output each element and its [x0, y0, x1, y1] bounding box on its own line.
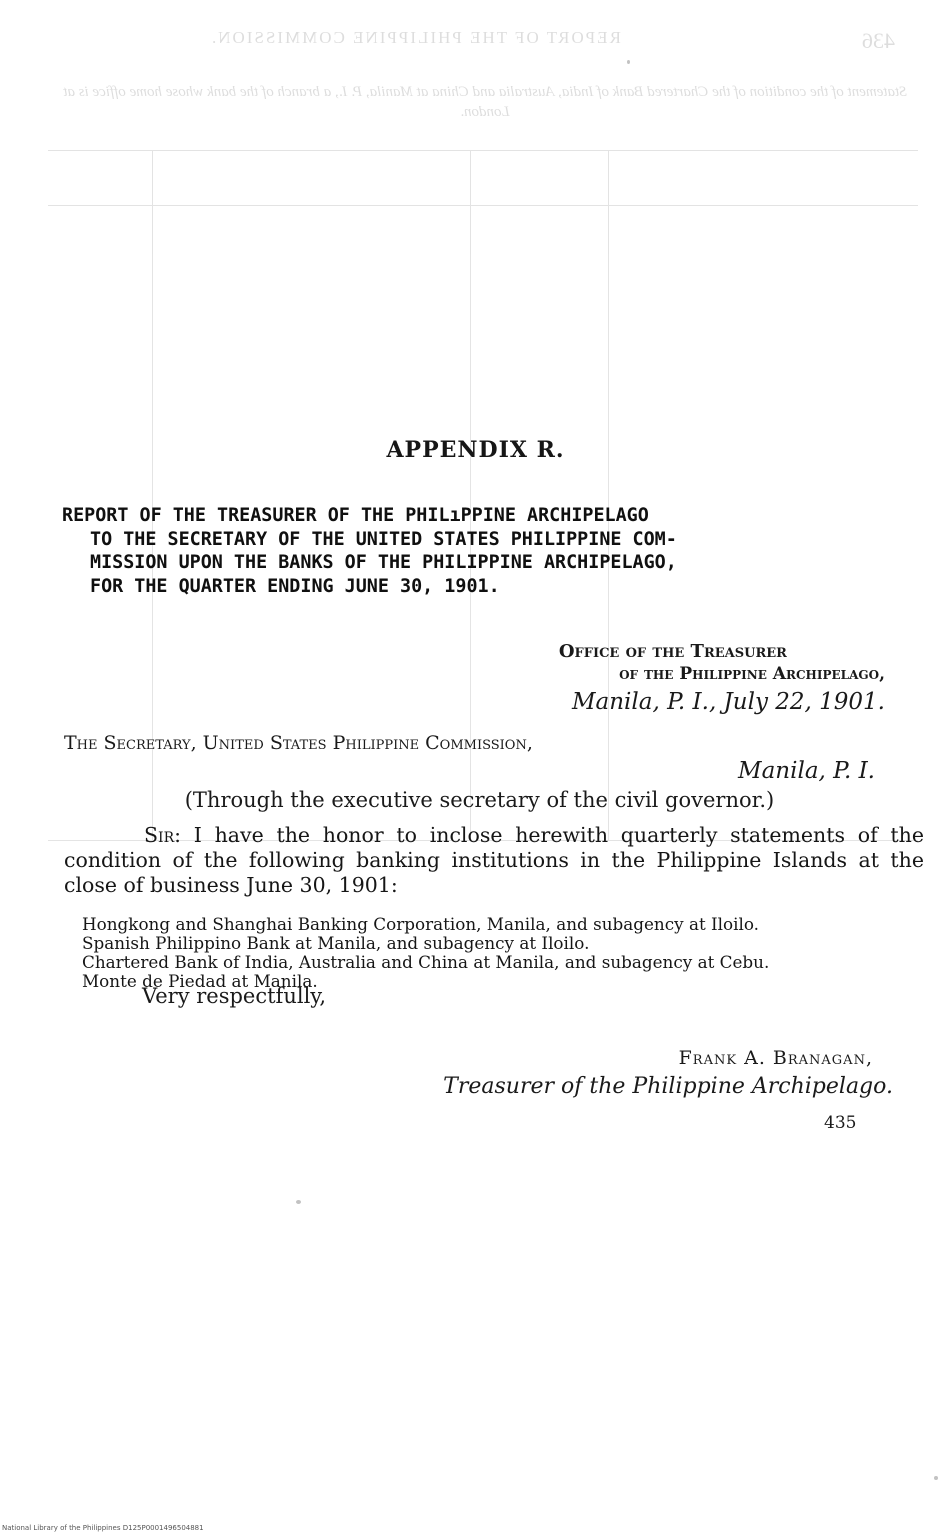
through-line: (Through the executive secretary of the civil governor.): [184, 788, 775, 812]
signature-title: Treasurer of the Philippine Archipelago.: [443, 1074, 893, 1099]
body-text: I have the honor to inclose herewith quarterly statements of the condition of the following banking institutions in the Philippine Islands at the close of business June 30, 1901:: [64, 823, 924, 897]
appendix-title: APPENDIX R.: [386, 437, 565, 463]
report-title-line: MISSION UPON THE BANKS OF THE PHILIPPINE ARCHIPELAGO,: [90, 552, 677, 573]
report-title: [62, 504, 928, 598]
report-title-line: FOR THE QUARTER ENDING JUNE 30, 1901.: [90, 575, 500, 597]
addressee-location: Manila, P. I.: [738, 758, 875, 784]
report-title-line: TO THE SECRETARY OF THE UNITED STATES PHILIPPINE COM-: [90, 528, 677, 550]
office-line-1: Office of the Treasurer: [558, 641, 787, 662]
footer-identifier: National Library of the Philippines D125P0001496504881: [2, 1524, 204, 1532]
office-line-2: of the Philippine Archipelago,: [619, 664, 885, 684]
salutation: Sir:: [144, 823, 182, 847]
ghost-page-number: 436: [862, 28, 895, 53]
signature-name: Frank A. Branagan,: [678, 1047, 873, 1069]
office-heading: [559, 641, 885, 685]
body-paragraph: [64, 823, 924, 898]
page-number: 435: [824, 1113, 857, 1133]
ghost-header: REPORT OF THE PHILIPPINE COMMISSION.: [210, 28, 621, 47]
scan-speck: [934, 1476, 938, 1480]
scan-speck: [627, 60, 630, 64]
ghost-subtitle: Statement of the condition of the Chartered Bank of India, Australia and China at Manila, P. I., a branch of the bank whose home office is at London.: [63, 84, 907, 120]
dateline: Manila, P. I., July 22, 1901.: [571, 689, 885, 715]
scan-speck: [296, 1200, 301, 1204]
list-item: Monte de Piedad at Manila.: [82, 971, 318, 991]
list-item: Hongkong and Shanghai Banking Corporation, Manila, and subagency at Iloilo.: [82, 914, 760, 934]
addressee: The Secretary, United States Philippine Commission,: [64, 732, 533, 754]
bank-list: [82, 915, 932, 991]
list-item: Chartered Bank of India, Australia and China at Manila, and subagency at Cebu.: [82, 952, 770, 972]
list-item: Spanish Philippino Bank at Manila, and subagency at Iloilo.: [82, 933, 590, 953]
closing: Very respectfully,: [142, 984, 327, 1008]
report-title-line: REPORT OF THE TREASURER OF THE PHILıPPINE ARCHIPELAGO: [62, 505, 649, 526]
